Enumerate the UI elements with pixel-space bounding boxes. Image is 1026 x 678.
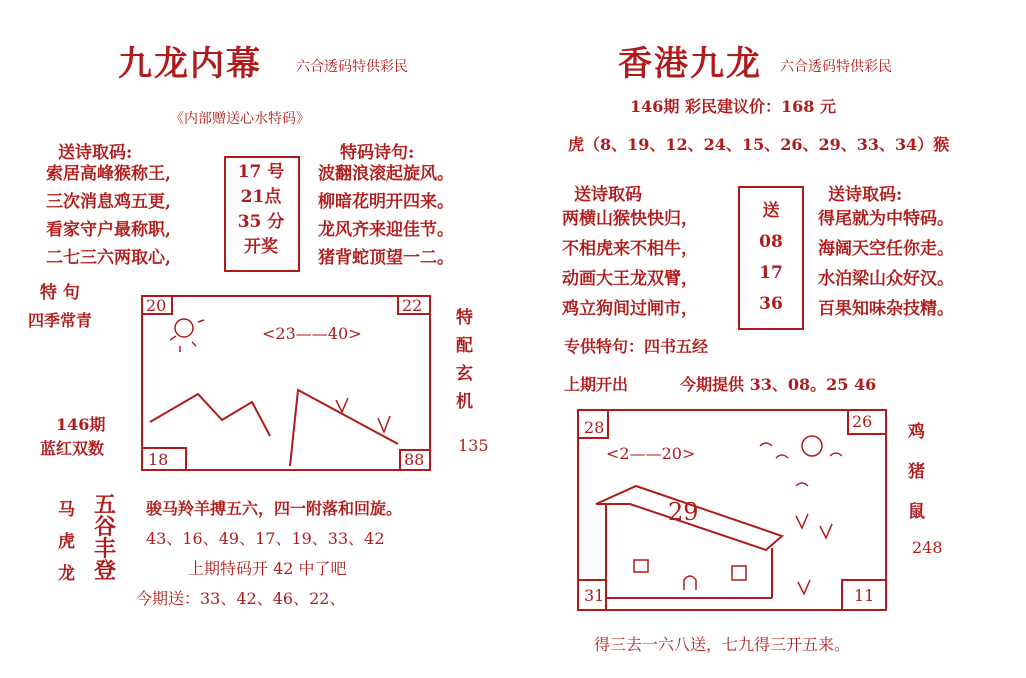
right-sketch-top-left: 28 (584, 418, 605, 437)
left-sketch-range: <23——40> (262, 324, 362, 343)
right-box-line: 17 (759, 263, 783, 283)
right-footer: 得三去一六八送，七九得三开五来。 (594, 635, 851, 654)
left-poem-line: 索居高峰猴称王, (46, 164, 171, 184)
left-draw-time (226, 160, 296, 260)
grass-icon (796, 514, 832, 594)
left-zodiacs (58, 494, 75, 590)
right-box-line: 08 (759, 232, 783, 252)
left-zodiac: 马 (58, 500, 75, 520)
left-issue: 146期 (56, 415, 106, 434)
right-poem-line: 不相虎来不相牛， (562, 239, 698, 259)
left-wugu-char: 丰 (94, 536, 117, 562)
left-today: 今期送：33、42、46、22、 (136, 589, 346, 608)
left-special-line: 柳暗花明开四来。 (318, 192, 454, 212)
right-tiger-line: 虎（8、19、12、24、15、26、29、33、34）猴 (568, 135, 950, 154)
right-sketch-range: <2——20> (606, 444, 696, 463)
left-side-char: 特 (456, 308, 473, 328)
right-side-char: 猪 (908, 462, 925, 482)
left-wugu-char: 谷 (94, 514, 117, 540)
left-issue-note: 蓝红双数 (40, 439, 105, 458)
right-special: 专供特句：四书五经 (564, 337, 709, 356)
right-poem (562, 204, 698, 324)
right-poem2-line: 海阔天空任你走。 (818, 239, 954, 259)
bird-icon (760, 443, 842, 486)
left-subtitle: 六合透码特供彩民 (296, 59, 408, 75)
right-poem-2 (818, 204, 954, 324)
right-box-line: 送 (762, 201, 780, 221)
right-title: 香港九龙 (618, 44, 762, 84)
window-icon (732, 566, 746, 580)
left-zodiac: 虎 (58, 532, 75, 552)
right-side-char: 鸡 (908, 422, 925, 442)
sun-icon (802, 436, 822, 456)
right-sketch (576, 408, 890, 614)
right-side-vertical (908, 412, 925, 532)
left-box-line: 17 号 (237, 162, 285, 182)
left-poem-line: 三次消息鸡五更, (46, 192, 171, 212)
sun-icon (175, 319, 193, 337)
sketch-frame (142, 296, 430, 470)
door-icon (684, 576, 696, 590)
right-sketch-top-right: 26 (852, 412, 873, 431)
left-poem-line: 看家守户最称职, (46, 220, 171, 240)
left-poem-line: 二七三六两取心, (46, 248, 171, 268)
right-sketch-bottom-right: 11 (854, 586, 875, 605)
right-poem-line: 动画大王龙双臂， (562, 269, 698, 289)
left-side-number: 135 (458, 436, 489, 455)
right-side-number: 248 (912, 538, 943, 557)
right-gift-numbers (740, 196, 802, 320)
window-icon (634, 560, 648, 572)
left-teju-value: 四季常青 (28, 311, 93, 330)
left-side-char: 配 (456, 336, 473, 356)
left-title: 九龙内幕 (118, 44, 262, 84)
left-box-line: 35 分 (237, 212, 285, 232)
right-box-line: 36 (759, 294, 783, 314)
right-poem-line: 鸡立狗间过闸市， (562, 299, 698, 319)
left-side-char: 玄 (456, 364, 473, 384)
left-poem-heading: 送诗取码: (58, 143, 133, 163)
right-subtitle: 六合透码特供彩民 (780, 59, 892, 75)
right-provide: 今期提供 33、08。25 46 (680, 375, 877, 394)
left-numbers: 43、16、49、17、19、33、42 (146, 529, 385, 548)
left-sketch-bottom-right: 88 (404, 450, 425, 469)
left-wugu-fengdeng (94, 494, 116, 582)
left-wugu-char: 登 (94, 558, 117, 584)
left-box-line: 开奖 (244, 237, 278, 257)
right-sketch-bottom-left: 31 (584, 586, 605, 605)
left-wugu-char: 五 (94, 492, 117, 518)
left-special-line: 龙风齐来迎佳节。 (318, 220, 454, 240)
right-last-open: 上期开出 (564, 375, 629, 394)
left-special-line: 猪背蛇顶望一二。 (318, 248, 454, 268)
left-box-line: 21点 (240, 187, 282, 207)
left-verse: 骏马羚羊搏五六，四一附落和回旋。 (146, 499, 403, 518)
left-zodiac: 龙 (58, 564, 75, 584)
left-last-issue: 上期特码开 42 中了吧 (188, 559, 347, 578)
right-poem-heading-2: 送诗取码: (828, 185, 903, 205)
left-poem (46, 160, 171, 272)
right-poem2-line: 水泊梁山众好汉。 (818, 269, 954, 289)
left-special-heading: 特码诗句: (340, 143, 415, 163)
right-poem-heading: 送诗取码 (574, 185, 642, 205)
left-special-line: 波翻浪滚起旋风。 (318, 164, 454, 184)
left-sketch-bottom-left: 18 (148, 450, 169, 469)
right-side-char: 鼠 (908, 502, 925, 522)
mountain-icon (150, 390, 398, 466)
left-side-char: 机 (456, 392, 473, 412)
right-poem2-line: 得尾就为中特码。 (818, 209, 954, 229)
left-teju-label: 特 句 (40, 283, 80, 303)
left-sketch (140, 294, 434, 474)
left-special-poem (318, 160, 454, 272)
right-sketch-roof-number: 29 (668, 498, 699, 526)
left-sketch-top-right: 22 (402, 296, 423, 315)
left-note: 《内部赠送心水特码》 (170, 111, 310, 127)
right-poem-line: 两横山猴快快归， (562, 209, 698, 229)
left-sketch-top-left: 20 (146, 296, 167, 315)
right-price-line: 146期 彩民建议价：168 元 (630, 97, 836, 116)
right-poem2-line: 百果知味杂技精。 (818, 299, 954, 319)
left-side-vertical (456, 304, 473, 416)
